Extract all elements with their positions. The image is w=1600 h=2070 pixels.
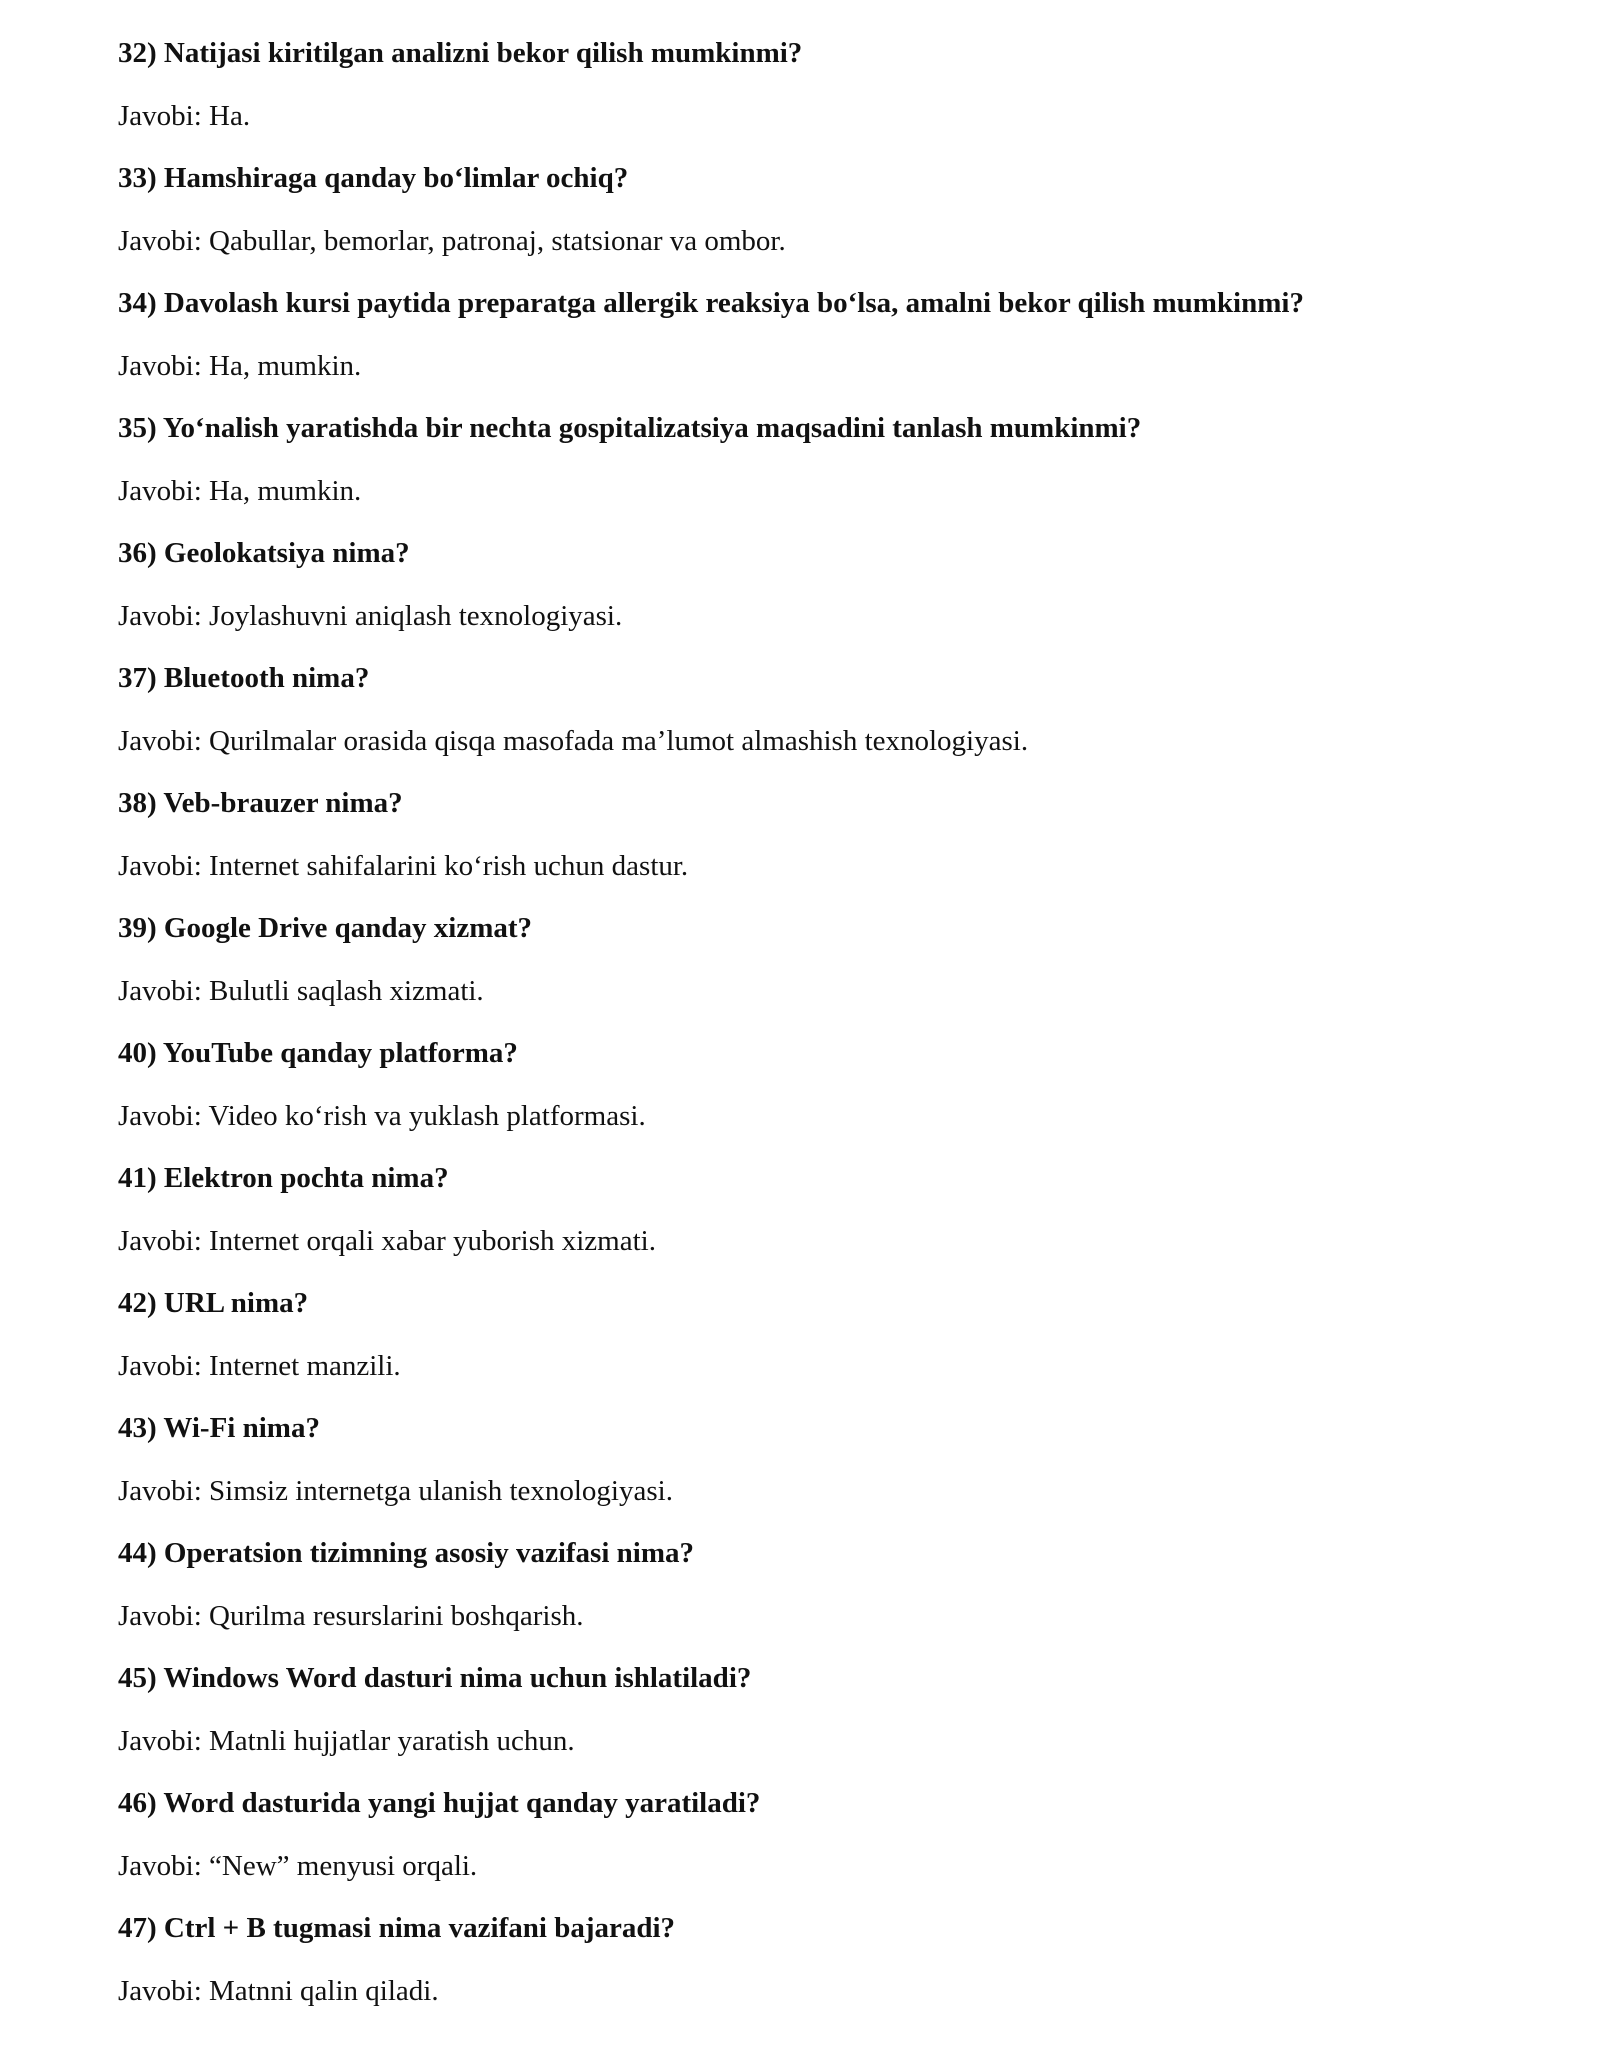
answer-35: Javobi: Ha, mumkin. — [118, 474, 362, 507]
question-38: 38) Veb-brauzer nima? — [118, 787, 403, 819]
answer-47: Javobi: Matnni qalin qiladi. — [118, 1974, 439, 2007]
answer-42: Javobi: Internet manzili. — [118, 1349, 401, 1382]
answer-32: Javobi: Ha. — [118, 99, 251, 132]
question-37: 37) Bluetooth nima? — [118, 662, 370, 694]
answer-39: Javobi: Bulutli saqlash xizmati. — [118, 974, 484, 1007]
question-39: 39) Google Drive qanday xizmat? — [118, 912, 533, 944]
answer-34: Javobi: Ha, mumkin. — [118, 349, 362, 382]
question-36: 36) Geolokatsiya nima? — [118, 537, 410, 569]
qa-list — [118, 30, 1538, 2030]
answer-46: Javobi: “New” menyusi orqali. — [118, 1849, 478, 1882]
question-35: 35) Yo‘nalish yaratishda bir nechta gospitalizatsiya maqsadini tanlash mumkinmi? — [118, 412, 1142, 444]
answer-38: Javobi: Internet sahifalarini ko‘rish uchun dastur. — [118, 849, 689, 882]
answer-33: Javobi: Qabullar, bemorlar, patronaj, statsionar va ombor. — [118, 224, 786, 257]
question-32: 32) Natijasi kiritilgan analizni bekor qilish mumkinmi? — [118, 37, 803, 69]
question-45: 45) Windows Word dasturi nima uchun ishlatiladi? — [118, 1662, 752, 1694]
question-42: 42) URL nima? — [118, 1287, 309, 1319]
question-33: 33) Hamshiraga qanday bo‘limlar ochiq? — [118, 162, 629, 194]
answer-37: Javobi: Qurilmalar orasida qisqa masofada ma’lumot almashish texnologiyasi. — [118, 724, 1029, 757]
question-40: 40) YouTube qanday platforma? — [118, 1037, 518, 1069]
question-46: 46) Word dasturida yangi hujjat qanday yaratiladi? — [118, 1787, 761, 1819]
question-43: 43) Wi-Fi nima? — [118, 1412, 320, 1444]
answer-36: Javobi: Joylashuvni aniqlash texnologiyasi. — [118, 599, 623, 632]
answer-44: Javobi: Qurilma resurslarini boshqarish. — [118, 1599, 584, 1632]
answer-43: Javobi: Simsiz internetga ulanish texnologiyasi. — [118, 1474, 673, 1507]
question-41: 41) Elektron pochta nima? — [118, 1162, 449, 1194]
answer-40: Javobi: Video ko‘rish va yuklash platformasi. — [118, 1099, 646, 1132]
question-44: 44) Operatsion tizimning asosiy vazifasi nima? — [118, 1537, 694, 1569]
question-34: 34) Davolash kursi paytida preparatga allergik reaksiya bo‘lsa, amalni bekor qilish mumkinmi? — [118, 287, 1304, 319]
answer-41: Javobi: Internet orqali xabar yuborish xizmati. — [118, 1224, 656, 1257]
question-47: 47) Ctrl + B tugmasi nima vazifani bajaradi? — [118, 1912, 676, 1944]
answer-45: Javobi: Matnli hujjatlar yaratish uchun. — [118, 1724, 575, 1757]
